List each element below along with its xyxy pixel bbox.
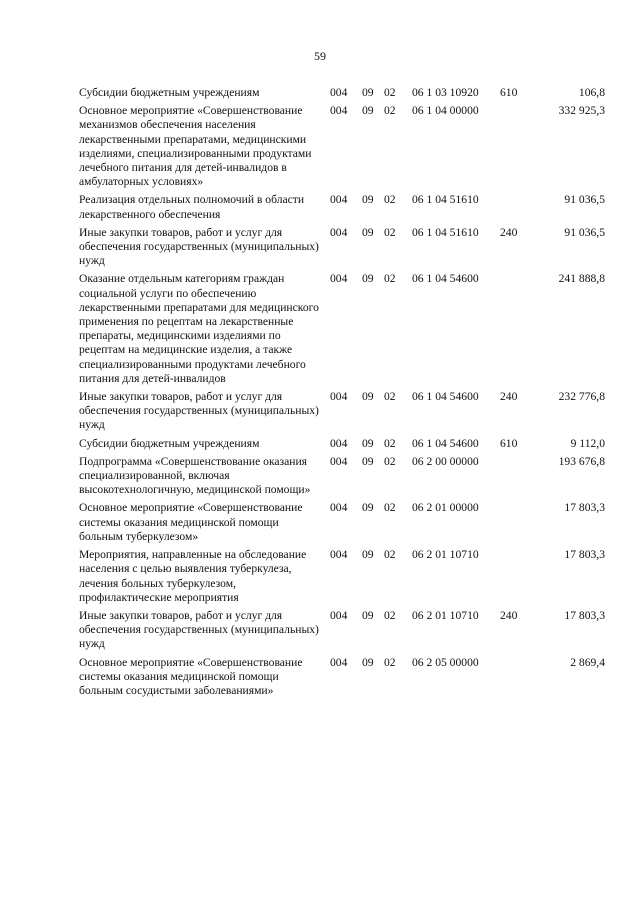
row-name: Оказание отдельным категориям граждан социальной услуги по обеспечению лекарственными препаратами для медицинского применения по рецептам на лекарственные препараты, медицинскими изделиями по рецептам на медицинские изделия, а также специализированными продуктами лечебного питания для детей-инвалидов	[79, 272, 319, 385]
row-subsection: 02	[384, 104, 396, 118]
row-admin-code: 004	[330, 655, 348, 669]
row-target-article: 06 2 05 00000	[412, 655, 479, 669]
row-target-article: 06 1 04 54600	[412, 272, 479, 286]
row-admin-code: 004	[330, 86, 348, 99]
row-name: Иные закупки товаров, работ и услуг для обеспечения государственных (муниципальных) нужд	[79, 225, 319, 268]
row-amount: 232 776,8	[558, 390, 605, 404]
row-expense-type: 610	[500, 86, 518, 99]
row-target-article: 06 1 04 00000	[412, 104, 479, 118]
row-amount: 17 803,3	[564, 501, 605, 515]
row-target-article: 06 1 03 10920	[412, 86, 479, 99]
row-subsection: 02	[384, 390, 396, 404]
row-target-article: 06 2 01 10710	[412, 548, 479, 562]
row-subsection: 02	[384, 608, 396, 622]
table-row	[79, 86, 605, 100]
row-amount: 17 803,3	[564, 608, 605, 622]
row-subsection: 02	[384, 225, 396, 239]
row-expense-type: 240	[500, 608, 518, 622]
row-admin-code: 004	[330, 272, 348, 286]
row-name: Иные закупки товаров, работ и услуг для обеспечения государственных (муниципальных) нужд	[79, 608, 319, 651]
row-section: 09	[362, 86, 374, 99]
row-subsection: 02	[384, 501, 396, 515]
row-name: Основное мероприятие «Совершенствование системы оказания медицинской помощи больным сосудистыми заболеваниями»	[79, 655, 303, 697]
table-row	[79, 226, 605, 269]
row-amount: 9 112,0	[570, 436, 605, 450]
row-admin-code: 004	[330, 454, 348, 468]
row-section: 09	[362, 501, 374, 515]
row-subsection: 02	[384, 436, 396, 450]
row-target-article: 06 2 01 10710	[412, 608, 479, 622]
row-subsection: 02	[384, 272, 396, 286]
row-name: Субсидии бюджетным учреждениям	[79, 436, 260, 450]
table-row	[79, 609, 605, 652]
row-expense-type: 240	[500, 225, 518, 239]
row-target-article: 06 2 01 00000	[412, 501, 479, 515]
row-section: 09	[362, 436, 374, 450]
row-target-article: 06 2 00 00000	[412, 454, 479, 468]
budget-table	[79, 86, 605, 702]
row-amount: 2 869,4	[570, 655, 605, 669]
page-number: 59	[314, 49, 326, 63]
row-section: 09	[362, 104, 374, 118]
row-section: 09	[362, 454, 374, 468]
row-amount: 193 676,8	[558, 454, 605, 468]
row-amount: 17 803,3	[564, 548, 605, 562]
row-name: Основное мероприятие «Совершенствование механизмов обеспечения населения лекарственными препаратами, медицинскими изделиями, специализированными продуктами лечебного питания для детей-инвалидов в амбулаторных условиях»	[79, 104, 312, 189]
row-admin-code: 004	[330, 436, 348, 450]
row-amount: 241 888,8	[558, 272, 605, 286]
row-section: 09	[362, 272, 374, 286]
row-amount: 332 925,3	[558, 104, 605, 118]
row-name: Иные закупки товаров, работ и услуг для обеспечения государственных (муниципальных) нужд	[79, 390, 319, 432]
row-section: 09	[362, 548, 374, 562]
row-admin-code: 004	[330, 501, 348, 515]
row-expense-type: 240	[500, 390, 518, 404]
row-name: Мероприятия, направленные на обследование населения с целью выявления туберкулеза, лечения больных туберкулезом, профилактические мероприятия	[79, 548, 307, 604]
row-name: Реализация отдельных полномочий в области лекарственного обеспечения	[79, 193, 305, 221]
row-subsection: 02	[384, 193, 396, 207]
table-row	[79, 455, 605, 498]
row-name: Основное мероприятие «Совершенствование системы оказания медицинской помощи больным туберкулезом»	[79, 501, 303, 543]
row-subsection: 02	[384, 86, 396, 99]
table-row	[79, 104, 605, 189]
row-section: 09	[362, 225, 374, 239]
row-section: 09	[362, 193, 374, 207]
row-admin-code: 004	[330, 193, 348, 207]
row-admin-code: 004	[330, 225, 348, 239]
row-name: Подпрограмма «Совершенствование оказания специализированной, включая высокотехнологичную, медицинской помощи»	[79, 454, 311, 497]
row-amount: 91 036,5	[564, 225, 605, 239]
row-amount: 106,8	[578, 86, 605, 99]
table-row	[79, 272, 605, 386]
table-row	[79, 437, 605, 451]
table-row	[79, 656, 605, 699]
table-row	[79, 193, 605, 221]
row-target-article: 06 1 04 51610	[412, 193, 479, 207]
row-subsection: 02	[384, 655, 396, 669]
row-name: Субсидии бюджетным учреждениям	[79, 86, 260, 99]
table-row	[79, 548, 605, 605]
table-row	[79, 390, 605, 433]
row-target-article: 06 1 04 51610	[412, 225, 479, 239]
row-admin-code: 004	[330, 548, 348, 562]
row-expense-type: 610	[500, 436, 518, 450]
row-section: 09	[362, 608, 374, 622]
row-admin-code: 004	[330, 104, 348, 118]
row-target-article: 06 1 04 54600	[412, 390, 479, 404]
row-subsection: 02	[384, 454, 396, 468]
row-section: 09	[362, 655, 374, 669]
row-admin-code: 004	[330, 608, 348, 622]
row-subsection: 02	[384, 548, 396, 562]
row-target-article: 06 1 04 54600	[412, 436, 479, 450]
table-row	[79, 501, 605, 544]
row-amount: 91 036,5	[564, 193, 605, 207]
row-admin-code: 004	[330, 390, 348, 404]
row-section: 09	[362, 390, 374, 404]
